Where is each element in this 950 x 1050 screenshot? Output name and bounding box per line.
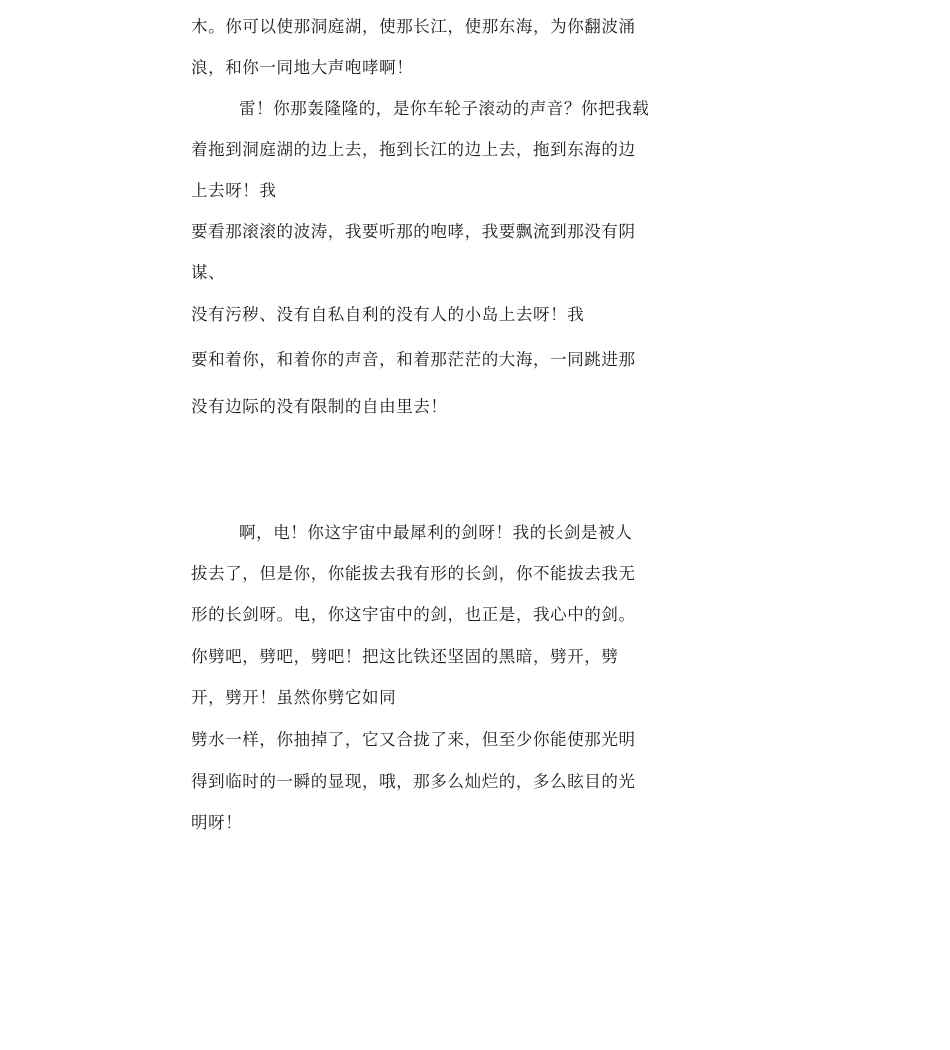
text-line: 形的长剑呀。电，你这宇宙中的剑，也正是，我心中的剑。 (191, 605, 636, 624)
text-line: 得到临时的一瞬的显现，哦，那多么灿烂的，多么眩目的光 (191, 772, 636, 791)
text-line: 明呀！ (191, 813, 243, 832)
paragraph-start-line: 啊，电！你这宇宙中最犀利的剑呀！我的长剑是被人 (239, 523, 633, 542)
text-line: 开，劈开！虽然你劈它如同 (191, 688, 397, 707)
text-line: 谋、 (191, 263, 226, 282)
text-line: 拔去了，但是你，你能拔去我有形的长剑，你不能拔去我无 (191, 564, 636, 583)
text-line: 要和着你，和着你的声音，和着那茫茫的大海，一同跳进那 (191, 350, 636, 369)
text-line: 要看那滚滚的波涛，我要听那的咆哮，我要飘流到那没有阴 (191, 222, 636, 241)
text-line: 着拖到洞庭湖的边上去，拖到长江的边上去，拖到东海的边 (191, 140, 636, 159)
text-line: 没有边际的没有限制的自由里去！ (191, 397, 448, 416)
text-line: 浪，和你一同地大声咆哮啊！ (191, 58, 414, 77)
text-line: 上去呀！我 (191, 181, 277, 200)
paragraph-start-line: 雷！你那轰隆隆的，是你车轮子滚动的声音？你把我载 (239, 99, 650, 118)
text-line: 劈水一样，你抽掉了，它又合拢了来，但至少你能使那光明 (191, 730, 636, 749)
text-line: 没有污秽、没有自私自利的没有人的小岛上去呀！我 (191, 305, 585, 324)
text-line: 木。你可以使那洞庭湖，使那长江，使那东海，为你翻波涌 (191, 17, 636, 36)
text-line: 你劈吧，劈吧，劈吧！把这比铁还坚固的黑暗，劈开，劈 (191, 647, 619, 666)
